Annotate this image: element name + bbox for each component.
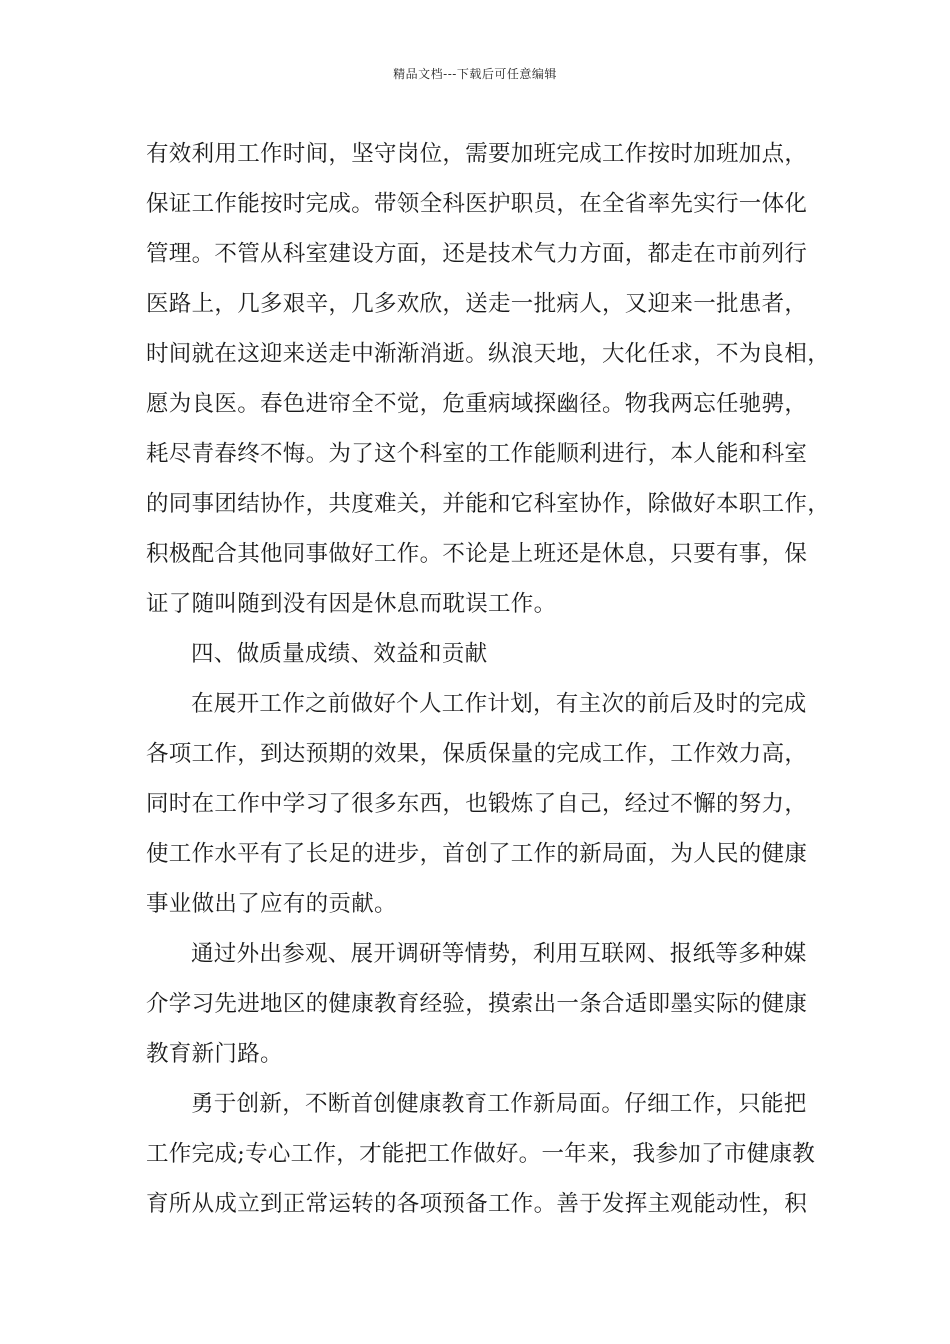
text-line: 医路上，几多艰辛，几多欢欣，送走一批病人，又迎来一批患者， — [146, 291, 808, 317]
text-line: 事业做出了应有的贡献。 — [146, 891, 397, 917]
text-line: 通过外出参观、展开调研等情势，利用互联网、报纸等多种媒 — [191, 941, 807, 967]
text-line: 管理。不管从科室建设方面，还是技术气力方面，都走在市前列行 — [146, 241, 808, 267]
text-line: 在展开工作之前做好个人工作计划，有主次的前后及时的完成 — [191, 691, 807, 717]
text-line: 保证工作能按时完成。带领全科医护职员，在全省率先实行一体化 — [146, 191, 808, 217]
text-line: 使工作水平有了长足的进步，首创了工作的新局面，为人民的健康 — [146, 841, 808, 867]
section-heading: 四、做质量成绩、效益和贡献 — [191, 641, 488, 667]
text-line: 勇于创新，不断首创健康教育工作新局面。仔细工作，只能把 — [191, 1091, 807, 1117]
text-line: 愿为良医。春色进帘全不觉，危重病域探幽径。物我两忘任驰骋， — [146, 391, 808, 417]
text-line: 时间就在这迎来送走中渐渐消逝。纵浪天地，大化任求，不为良相， — [146, 341, 831, 367]
text-line: 积极配合其他同事做好工作。不论是上班还是休息，只要有事，保 — [146, 541, 808, 567]
text-line: 有效利用工作时间，坚守岗位，需要加班完成工作按时加班加点， — [146, 141, 808, 167]
text-line: 介学习先进地区的健康教育经验，摸索出一条合适即墨实际的健康 — [146, 991, 808, 1017]
text-line: 的同事团结协作，共度难关，并能和它科室协作，除做好本职工作， — [146, 491, 831, 517]
document-body — [146, 129, 831, 1229]
text-line: 耗尽青春终不悔。为了这个科室的工作能顺利进行，本人能和科室 — [146, 441, 808, 467]
text-line: 育所从成立到正常运转的各项预备工作。善于发挥主观能动性，积 — [146, 1191, 808, 1217]
text-line: 同时在工作中学习了很多东西，也锻炼了自己，经过不懈的努力， — [146, 791, 808, 817]
page-header: 精品文档---下载后可任意编辑 — [393, 67, 557, 81]
text-line: 证了随叫随到没有因是休息而耽误工作。 — [146, 591, 557, 617]
text-line: 各项工作，到达预期的效果，保质保量的完成工作，工作效力高， — [146, 741, 808, 767]
text-line: 教育新门路。 — [146, 1041, 283, 1067]
text-line: 工作完成;专心工作，才能把工作做好。一年来，我参加了市健康教 — [146, 1141, 816, 1167]
